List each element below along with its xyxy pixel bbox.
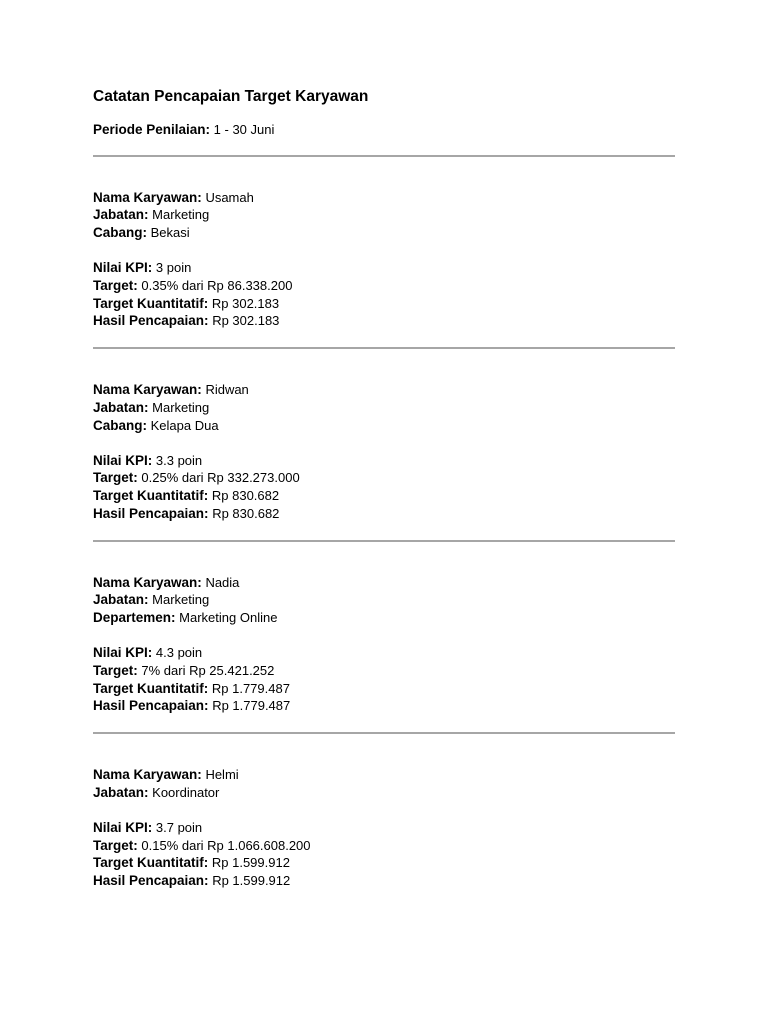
employee-achievement-value: Rp 830.682: [212, 505, 280, 521]
employee-kpi-label: Nilai KPI:: [93, 260, 153, 276]
employee-department-value: Marketing Online: [179, 609, 278, 625]
employee-achievement-value: Rp 1.779.487: [212, 698, 291, 714]
employee-name-value: Helmi: [205, 766, 239, 782]
employee-position-label: Jabatan:: [93, 784, 149, 800]
employee-achievement-label: Hasil Pencapaian:: [93, 872, 209, 888]
employee-kpi-value: 3.3 poin: [155, 452, 203, 468]
employee-target-row: [93, 277, 675, 295]
employee-name-row: [93, 381, 675, 399]
employee-kpi-row: [93, 452, 675, 470]
employee-kpi-label: Nilai KPI:: [93, 452, 153, 468]
employee-target-quantitative-label: Target Kuantitatif:: [93, 680, 209, 696]
employee-target-label: Target:: [93, 278, 138, 294]
employee-target-quantitative-value: Rp 1.779.487: [211, 680, 290, 696]
employee-name-value: Nadia: [205, 574, 240, 590]
period-label: Periode Penilaian:: [93, 122, 211, 137]
employee-achievement-value: Rp 1.599.912: [212, 872, 291, 888]
employee-position-value: Koordinator: [152, 784, 220, 800]
employee-position-label: Jabatan:: [93, 592, 149, 608]
employee-branch-row: [93, 224, 675, 242]
employee-position-label: Jabatan:: [93, 207, 149, 223]
employee-target-value: 0.15% dari Rp 1.066.608.200: [141, 837, 311, 853]
employee-name-value: Ridwan: [205, 382, 249, 398]
employee-kpi-row: [93, 819, 675, 837]
employee-target-quantitative-label: Target Kuantitatif:: [93, 295, 209, 311]
employee-target-quantitative-value: Rp 830.682: [211, 488, 280, 504]
document-page: [93, 86, 675, 907]
employee-target-quantitative-label: Target Kuantitatif:: [93, 488, 209, 504]
employee-position-label: Jabatan:: [93, 399, 149, 415]
employee-target-quantitative-row: [93, 854, 675, 872]
employee-position-row: [93, 206, 675, 224]
employee-achievement-row: [93, 505, 675, 523]
employee-target-label: Target:: [93, 470, 138, 486]
employee-target-quantitative-row: [93, 295, 675, 313]
employee-target-row: [93, 662, 675, 680]
employee-achievement-value: Rp 302.183: [212, 313, 280, 329]
employee-kpi-label: Nilai KPI:: [93, 819, 153, 835]
assessment-period: [93, 121, 675, 139]
employee-department-row: [93, 609, 675, 627]
employee-branch-value: Kelapa Dua: [150, 417, 219, 433]
employee-kpi-value: 4.3 poin: [155, 645, 203, 661]
employee-achievement-label: Hasil Pencapaian:: [93, 505, 209, 521]
employee-name-label: Nama Karyawan:: [93, 189, 202, 205]
employee-position-row: [93, 399, 675, 417]
employee-name-row: [93, 574, 675, 592]
employee-target-quantitative-value: Rp 302.183: [211, 295, 280, 311]
employee-target-quantitative-label: Target Kuantitatif:: [93, 855, 209, 871]
employee-record-ridwan: [93, 349, 675, 539]
employee-name-row: [93, 189, 675, 207]
employee-kpi-row: [93, 259, 675, 277]
employee-target-label: Target:: [93, 837, 138, 853]
employee-target-value: 0.25% dari Rp 332.273.000: [141, 470, 300, 486]
employee-position-value: Marketing: [152, 399, 210, 415]
employee-target-row: [93, 837, 675, 855]
employee-position-row: [93, 784, 675, 802]
employee-target-value: 0.35% dari Rp 86.338.200: [141, 278, 293, 294]
period-value: 1 - 30 Juni: [213, 122, 275, 137]
employee-branch-row: [93, 417, 675, 435]
employee-branch-value: Bekasi: [150, 225, 190, 241]
employee-name-label: Nama Karyawan:: [93, 574, 202, 590]
employee-achievement-row: [93, 312, 675, 330]
employee-record-helmi: [93, 734, 675, 907]
employee-record-usamah: [93, 157, 675, 347]
employee-target-quantitative-row: [93, 487, 675, 505]
employee-position-value: Marketing: [152, 207, 210, 223]
employee-branch-label: Cabang:: [93, 417, 147, 433]
employee-name-value: Usamah: [205, 189, 254, 205]
employee-record-nadia: [93, 542, 675, 732]
employee-branch-label: Cabang:: [93, 225, 147, 241]
employee-name-label: Nama Karyawan:: [93, 766, 202, 782]
employee-position-value: Marketing: [152, 592, 210, 608]
employee-target-row: [93, 469, 675, 487]
employee-position-row: [93, 591, 675, 609]
employee-kpi-value: 3 poin: [155, 260, 192, 276]
employee-achievement-label: Hasil Pencapaian:: [93, 313, 209, 329]
document-title: Catatan Pencapaian Target Karyawan: [93, 88, 369, 105]
employee-target-quantitative-value: Rp 1.599.912: [211, 855, 290, 871]
employee-achievement-label: Hasil Pencapaian:: [93, 698, 209, 714]
employee-achievement-row: [93, 697, 675, 715]
employee-target-quantitative-row: [93, 680, 675, 698]
employee-kpi-value: 3.7 poin: [155, 819, 203, 835]
employee-target-label: Target:: [93, 662, 138, 678]
employee-department-label: Departemen:: [93, 609, 176, 625]
employee-name-label: Nama Karyawan:: [93, 382, 202, 398]
employee-target-value: 7% dari Rp 25.421.252: [141, 662, 275, 678]
employee-name-row: [93, 766, 675, 784]
employee-achievement-row: [93, 872, 675, 890]
employee-kpi-label: Nilai KPI:: [93, 645, 153, 661]
employee-kpi-row: [93, 644, 675, 662]
